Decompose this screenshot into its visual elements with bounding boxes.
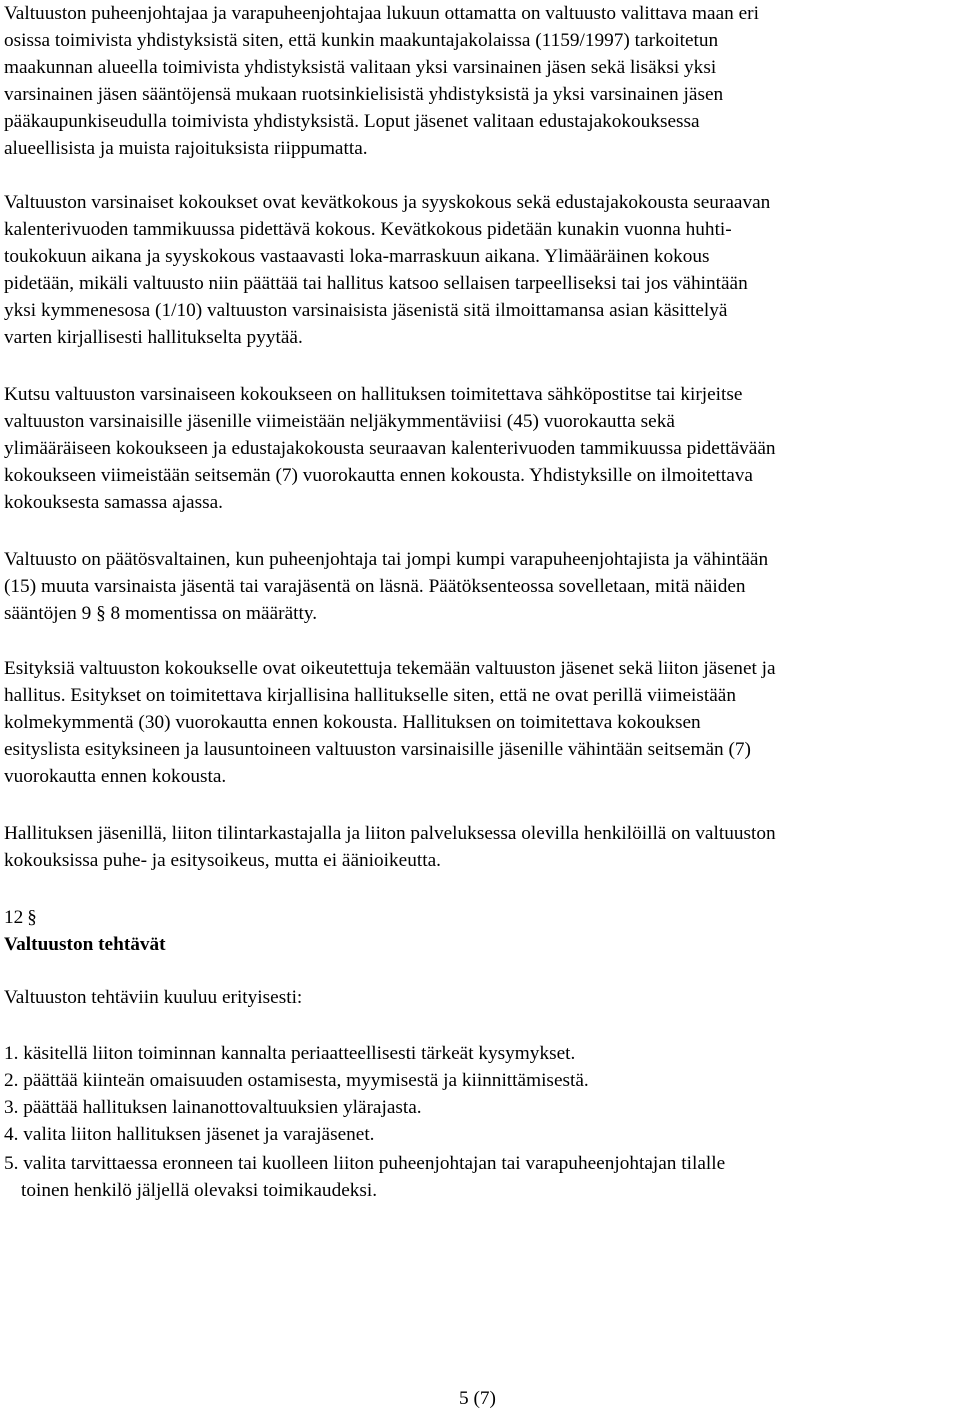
list-item: 1. käsitellä liiton toiminnan kannalta periaatteellisesti tärkeät kysymykset. xyxy=(4,1043,576,1064)
text-line: ylimääräiseen kokoukseen ja edustajakokousta seuraavan kalenterivuoden tammikuussa pidettävään xyxy=(4,438,776,459)
text-line: kokoukseen viimeistään seitsemän (7) vuorokautta ennen kokousta. Yhdistyksille on ilmoitettava xyxy=(4,465,753,486)
list-item: 3. päättää hallituksen lainanottovaltuuksien ylärajasta. xyxy=(4,1097,422,1118)
text-line: Esityksiä valtuuston kokoukselle ovat oikeutettuja tekemään valtuuston jäsenet sekä liiton jäsenet ja xyxy=(4,658,776,679)
text-line: kalenterivuoden tammikuussa pidettävä kokous. Kevätkokous pidetään kunakin vuonna huhti- xyxy=(4,219,732,240)
section-title: Valtuuston tehtävät xyxy=(4,934,166,955)
text-line: vuorokautta ennen kokousta. xyxy=(4,766,227,787)
text-line: osissa toimivista yhdistyksistä siten, että kunkin maakuntajakolaissa (1159/1997) tarkoitetun xyxy=(4,30,719,51)
section-number xyxy=(4,907,37,929)
list-item: 4. valita liiton hallituksen jäsenet ja varajäsenet. xyxy=(4,1124,375,1145)
text-line: kolmekymmentä (30) vuorokautta ennen kokousta. Hallituksen on toimitettava kokouksen xyxy=(4,712,701,733)
text-line: maakunnan alueella toimivista yhdistyksistä valitaan yksi varsinainen jäsen sekä lisäksi yksi xyxy=(4,57,717,78)
section-number-value: 12 xyxy=(4,907,24,928)
text-line: pidetään, mikäli valtuusto niin päättää tai hallitus katsoo sellaisen tarpeelliseksi tai jos vähintään xyxy=(4,273,748,294)
text-line: pääkaupunkiseudulla toimivista yhdistyksistä. Loput jäsenet valitaan edustajakokouksessa xyxy=(4,111,700,132)
text-line: Valtuuston varsinaiset kokoukset ovat kevätkokous ja syyskokous sekä edustajakokousta seuraavan xyxy=(4,192,771,213)
text-line: alueellisista ja muista rajoituksista riippumatta. xyxy=(4,138,368,159)
text-line: valtuuston varsinaisille jäsenille viimeistään neljäkymmentäviisi (45) vuorokautta sekä xyxy=(4,411,675,432)
page-number: 5 (7) xyxy=(459,1388,496,1409)
text-line: varsinainen jäsen sääntöjensä mukaan ruotsinkielisistä yhdistyksistä ja yksi varsinainen jäsen xyxy=(4,84,724,105)
text-line: esityslista esityksineen ja lausuntoineen valtuuston varsinaisille jäsenille vähintään seitsemän (7) xyxy=(4,739,751,760)
text-line: sääntöjen 9 § 8 momentissa on määrätty. xyxy=(4,603,318,624)
text-line: kokouksissa puhe- ja esitysoikeus, mutta ei äänioikeutta. xyxy=(4,850,441,871)
text-line: Valtuuston puheenjohtajaa ja varapuheenjohtajaa lukuun ottamatta on valtuusto valittava maan eri xyxy=(4,3,759,24)
text-line: kokouksesta samassa ajassa. xyxy=(4,492,224,513)
text-line: Valtuusto on päätösvaltainen, kun puheenjohtaja tai jompi kumpi varapuheenjohtajista ja vähintään xyxy=(4,549,769,570)
text-line: varten kirjallisesti hallitukselta pyytää. xyxy=(4,327,303,348)
section-intro: Valtuuston tehtäviin kuuluu erityisesti: xyxy=(4,987,303,1008)
text-line: (15) muuta varsinaista jäsentä tai varajäsentä on läsnä. Päätöksenteossa sovelletaan, mitä näiden xyxy=(4,576,746,597)
section-symbol: § xyxy=(27,907,37,928)
text-line: Hallituksen jäsenillä, liiton tilintarkastajalla ja liiton palveluksessa olevilla henkilöillä on valtuuston xyxy=(4,823,776,844)
text-line: Kutsu valtuuston varsinaiseen kokoukseen on hallituksen toimitettava sähköpostitse tai kirjeitse xyxy=(4,384,743,405)
text-line: yksi kymmenesosa (1/10) valtuuston varsinaisista jäsenistä sitä ilmoittamansa asian käsittelyä xyxy=(4,300,728,321)
text-line: toukokuun aikana ja syyskokous vastaavasti loka-marraskuun aikana. Ylimääräinen kokous xyxy=(4,246,710,267)
list-item: 2. päättää kiinteän omaisuuden ostamisesta, myymisestä ja kiinnittämisestä. xyxy=(4,1070,589,1091)
list-item-continuation: toinen henkilö jäljellä olevaksi toimikaudeksi. xyxy=(21,1180,378,1201)
list-item: 5. valita tarvittaessa eronneen tai kuolleen liiton puheenjohtajan tai varapuheenjohtajan tilalle xyxy=(4,1153,726,1174)
text-line: hallitus. Esitykset on toimitettava kirjallisina hallitukselle siten, että ne ovat perillä viimeistään xyxy=(4,685,736,706)
